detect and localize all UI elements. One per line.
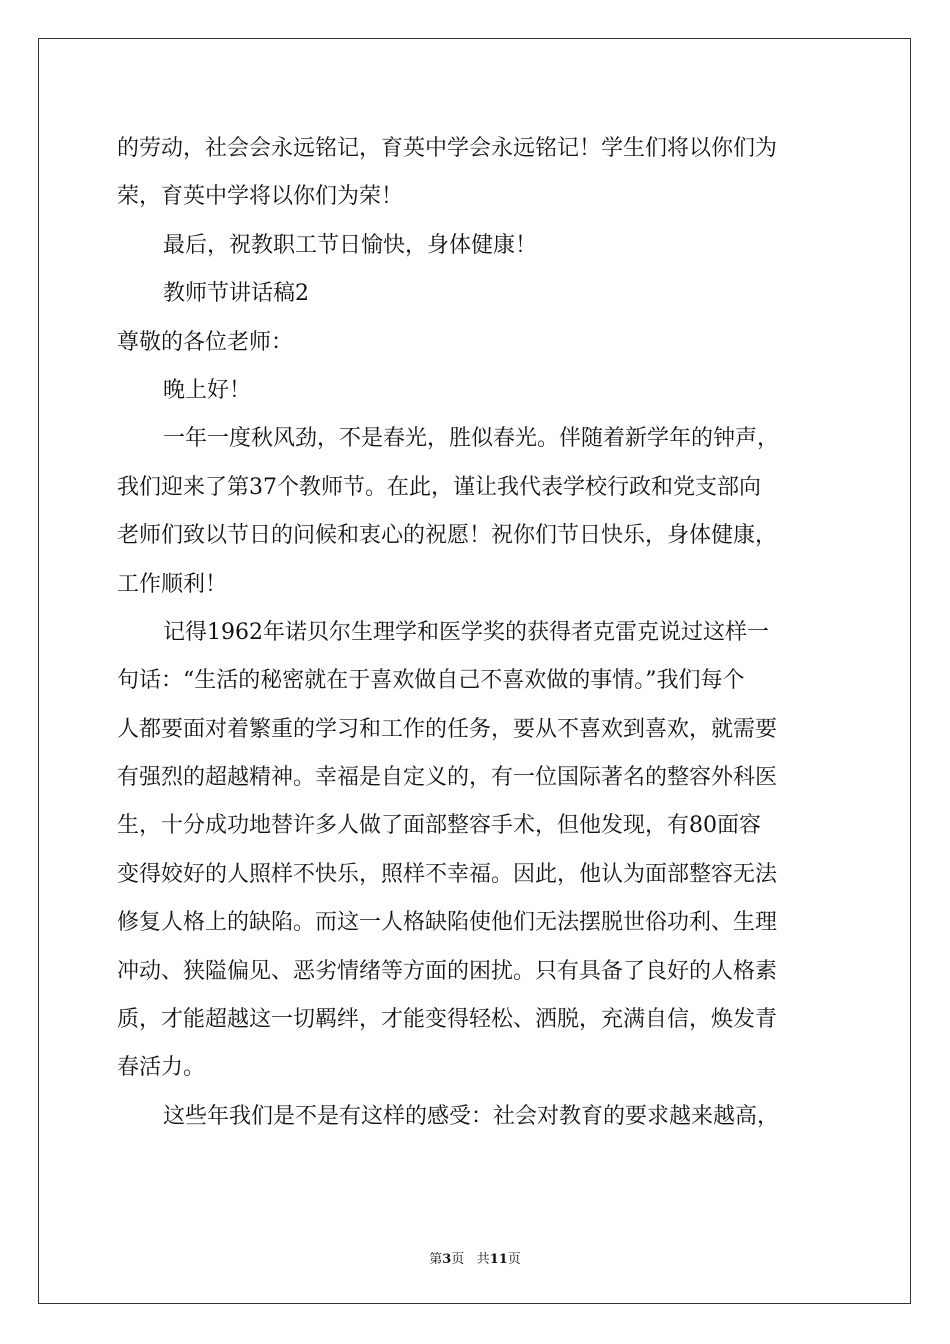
text-line: 老师们致以节日的问候和衷心的祝愿！祝你们节日快乐，身体健康， [117,523,778,549]
document-body [117,125,837,1141]
text-line: 句话：“生活的秘密就在于喜欢做自己不喜欢做的事情。”我们每个 [117,668,745,694]
footer-prefix: 第 [429,1252,443,1267]
page-number: 3 [442,1252,452,1267]
text-line: 人都要面对着繁重的学习和工作的任务，要从不喜欢到喜欢，就需要 [117,716,778,742]
section-heading: 教师节讲话稿2 [163,281,309,307]
text-line: 修复人格上的缺陷。而这一人格缺陷使他们无法摆脱世俗功利、生理 [117,910,778,936]
page-footer [0,1248,950,1267]
text-line: 质，才能超越这一切羁绊，才能变得轻松、洒脱，充满自信，焕发青 [117,1007,778,1033]
text-line: 变得姣好的人照样不快乐，照样不幸福。因此，他认为面部整容无法 [117,861,778,887]
total-pages: 11 [489,1252,508,1267]
footer-total-prefix: 共 [476,1252,490,1267]
text-line: 工作顺利！ [117,571,228,597]
salutation: 尊敬的各位老师： [117,329,294,355]
text-line: 有强烈的超越精神。幸福是自定义的，有一位国际著名的整容外科医 [117,765,778,791]
text-line: 荣，育英中学将以你们为荣！ [117,184,404,210]
greeting: 晚上好！ [163,377,252,403]
text-line: 春活力。 [117,1055,206,1081]
text-line: 我们迎来了第37个教师节。在此，谨让我代表学校行政和党支部向 [117,474,761,500]
footer-total-suffix: 页 [507,1252,521,1267]
text-line: 记得1962年诺贝尔生理学和医学奖的获得者克雷克说过这样一 [163,619,769,645]
footer-page-suffix: 页 [451,1252,465,1267]
text-line: 冲动、狭隘偏见、恶劣情绪等方面的困扰。只有具备了良好的人格素 [117,958,778,984]
text-line: 的劳动，社会会永远铭记，育英中学会永远铭记！学生们将以你们为 [117,136,778,161]
text-line: 这些年我们是不是有这样的感受：社会对教育的要求越来越高， [163,1103,780,1129]
text-line: 生，十分成功地替许多人做了面部整容手术，但他发现，有80面容 [117,813,761,839]
text-line: 一年一度秋风劲，不是春光，胜似春光。伴随着新学年的钟声， [163,426,780,452]
text-line: 最后，祝教职工节日愉快，身体健康！ [163,232,538,258]
